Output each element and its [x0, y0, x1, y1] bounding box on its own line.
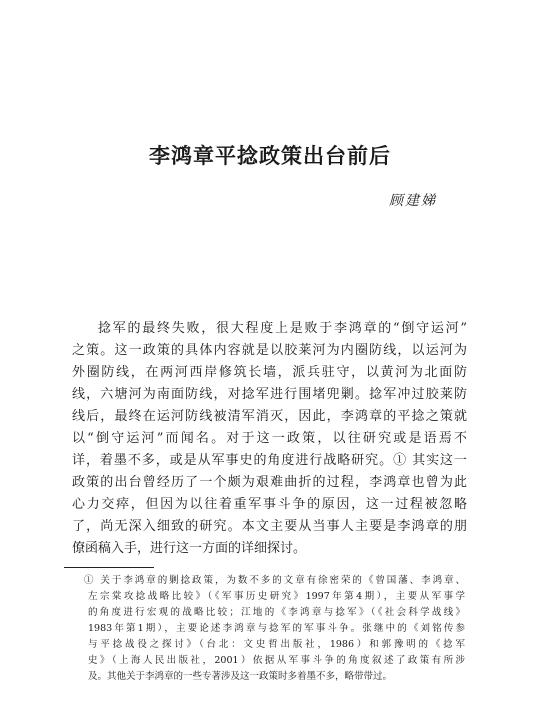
- body-line: 以“倒守运河”而闻名。对于这一政策，以往研究或是语焉不: [72, 431, 467, 446]
- footnote-line: 的角度进行宏观的战略比较；江地的《李鸿章与捻军》（《社会科学战线》: [88, 607, 465, 618]
- footnote-block: [72, 573, 465, 685]
- footnote-line: 与平捻战役之探讨》（台北：文史哲出版社，1986）和郭豫明的《捻军: [88, 639, 465, 650]
- body-line: 之策。这一政策的具体内容就是以胶莱河为内圈防线，以运河为: [72, 343, 467, 358]
- author-name: 顾建娣: [389, 193, 437, 209]
- footnote-line: 及。其他关于李鸿章的一些专著涉及这一政策时多着墨不多，略带带过。: [88, 671, 393, 682]
- body-line: 线，六塘河为南面防线，对捻军进行围堵兜剿。捻军冲过胶莱防: [72, 387, 467, 402]
- body-line: 详，着墨不多，或是从军事史的角度进行战略研究。① 其实这一: [72, 453, 467, 468]
- footnote-line: 1983年第1期），主要论述李鸿章与捻军的军事斗争。张继中的《刘铭传参: [88, 623, 465, 634]
- body-line: 外圈防线，在两河西岸修筑长墙，派兵驻守，以黄河为北面防: [72, 365, 467, 380]
- body-line: 线后，最终在运河防线被清军消灭，因此，李鸿章的平捻之策就: [72, 409, 467, 424]
- footnote-line: 左宗棠攻捻战略比较》（《军事历史研究》1997年第4期），主要从军事学: [88, 591, 465, 602]
- body-paragraph: [72, 318, 467, 560]
- body-line: 了，尚无深入细致的研究。本文主要从当事人主要是李鸿章的朋: [72, 519, 467, 534]
- footnote-divider: [64, 567, 154, 568]
- footnote-line: 史》（上海人民出版社，2001）依据从军事斗争的角度叙述了政策有所涉: [88, 655, 465, 666]
- body-line: 政策的出台曾经历了一个颇为艰难曲折的过程，李鸿章也曾为此: [72, 475, 467, 490]
- footnote-line: ① 关于李鸿章的剿捻政策，为数不多的文章有徐密荣的《曾国藩、李鸿章、: [84, 575, 465, 586]
- article-title: 李鸿章平捻政策出台前后: [149, 143, 391, 168]
- body-line: 捻军的最终失败，很大程度上是败于李鸿章的“倒守运河”: [98, 321, 467, 336]
- body-line: 心力交瘁，但因为以往着重军事斗争的原因，这一过程被忽略: [72, 497, 467, 512]
- body-line: 僚函稿入手，进行这一方面的详细探讨。: [72, 541, 307, 556]
